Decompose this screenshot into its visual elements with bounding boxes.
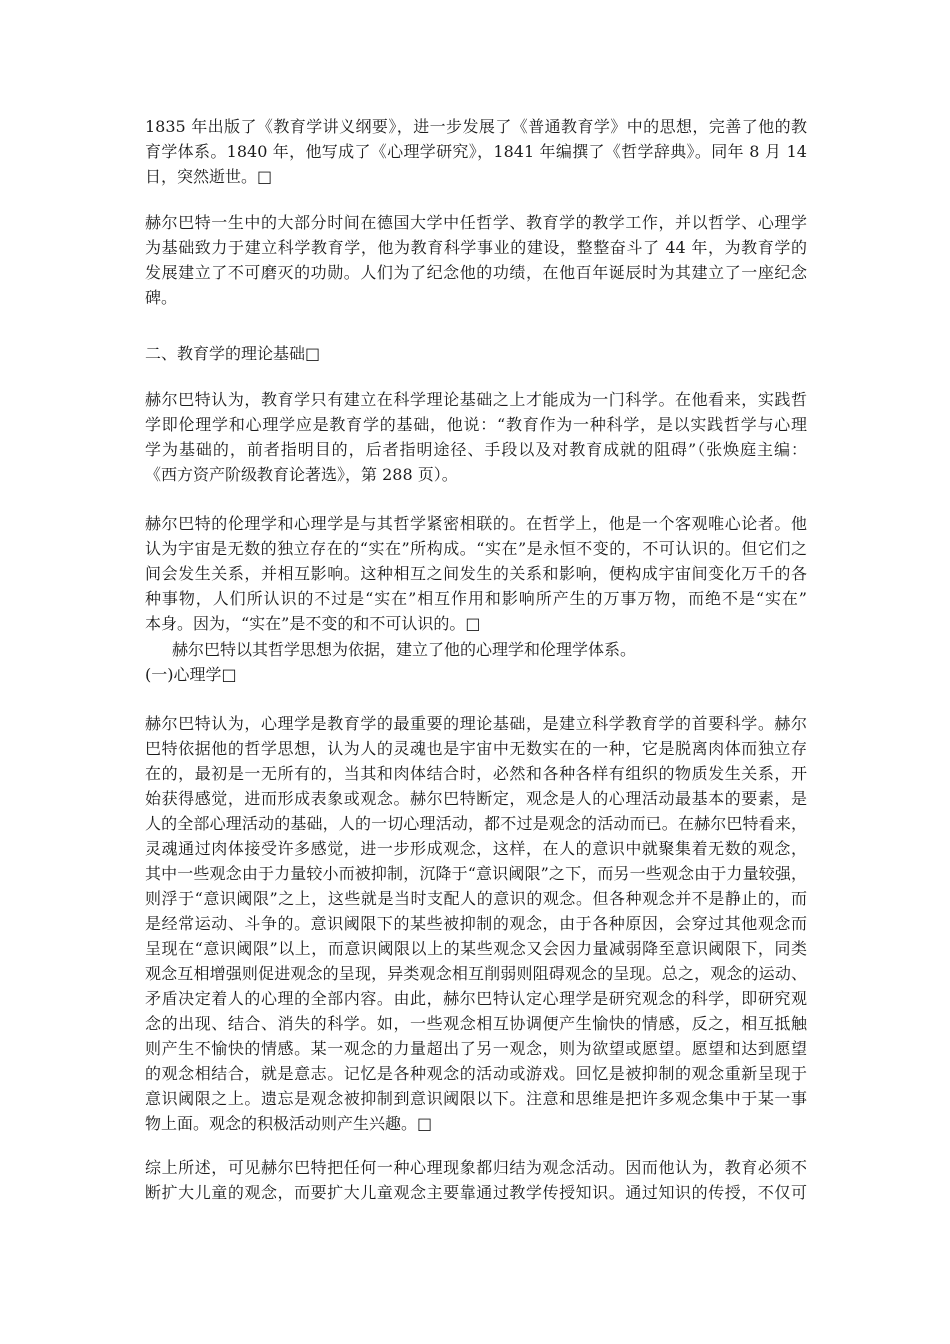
paragraph-7: [145, 1155, 807, 1205]
text-line: 断扩大儿童的观念，而要扩大儿童观念主要靠通过教学传授知识。通过知识的传授，不仅可: [145, 1183, 807, 1202]
text-line: 本身。因为，“实在”是不变的和不可认识的。□: [145, 614, 481, 633]
text-line: 学为基础的，前者指明目的，后者指明途径、手段以及对教育成就的阻碍”（张焕庭主编：: [145, 440, 807, 459]
text-line: 为基础致力于建立科学教育学，他为教育科学事业的建设，整整奋斗了 44 年，为教育学的: [145, 238, 807, 257]
paragraph-3: [145, 387, 807, 487]
text-line: 赫尔巴特以其哲学思想为依据，建立了他的心理学和伦理学体系。: [172, 640, 637, 659]
text-line: 则浮于“意识阈限”之上，这些就是当时支配人的意识的观念。但各种观念并不是静止的，而: [145, 889, 807, 908]
text-line: 的观念相结合，就是意志。记忆是各种观念的活动或游戏。回忆是被抑制的观念重新呈现于: [145, 1064, 807, 1083]
heading-text: 二、教育学的理论基础□: [145, 344, 321, 363]
text-line: 人的全部心理活动的基础，人的一切心理活动，都不过是观念的活动而已。在赫尔巴特看来，: [145, 814, 807, 833]
text-line: 发展建立了不可磨灭的功勋。人们为了纪念他的功绩，在他百年诞辰时为其建立了一座纪念: [145, 263, 807, 282]
paragraph-1: [145, 114, 807, 189]
text-line: 赫尔巴特的伦理学和心理学是与其哲学紧密相联的。在哲学上，他是一个客观唯心论者。他: [145, 514, 807, 533]
text-line: 物上面。观念的积极活动则产生兴趣。□: [145, 1114, 433, 1133]
heading-text: (一)心理学□: [145, 665, 237, 684]
text-line: 碑。: [145, 288, 178, 307]
text-line: 赫尔巴特认为，教育学只有建立在科学理论基础之上才能成为一门科学。在他看来，实践哲: [145, 390, 807, 409]
text-line: 巴特依据他的哲学思想，认为人的灵魂也是宇宙中无数实在的一种，它是脱离肉体而独立存: [145, 739, 807, 758]
text-line: 观念互相增强则促进观念的呈现，异类观念相互削弱则阻碍观念的呈现。总之，观念的运动、: [145, 964, 807, 983]
text-line: 认为宇宙是无数的独立存在的“实在”所构成。“实在”是永恒不变的，不可认识的。但它们之: [145, 539, 807, 558]
text-line: 《西方资产阶级教育论著选》，第 288 页）。: [145, 465, 458, 484]
text-line: 育学体系。1840 年，他写成了《心理学研究》，1841 年编撰了《哲学辞典》。同年 8 月 14: [145, 142, 807, 161]
text-line: 是经常运动、斗争的。意识阈限下的某些被抑制的观念，由于各种原因，会穿过其他观念而: [145, 914, 807, 933]
paragraph-6: [145, 711, 807, 1136]
text-line: 呈现在“意识阈限”以上，而意识阈限以上的某些观念又会因力量减弱降至意识阈限下，同类: [145, 939, 807, 958]
text-line: 意识阈限之上。遗忘是观念被抑制到意识阈限以下。注意和思维是把许多观念集中于某一事: [145, 1089, 807, 1108]
text-line: 其中一些观念由于力量较小而被抑制，沉降于“意识阈限”之下，而另一些观念由于力量较强，: [145, 864, 807, 883]
text-line: 始获得感觉，进而形成表象或观念。赫尔巴特断定，观念是人的心理活动最基本的要素，是: [145, 789, 807, 808]
section-heading-2: [145, 341, 807, 366]
text-line: 间会发生关系，并相互影响。这种相互之间发生的关系和影响，便构成宇宙间变化万千的各: [145, 564, 807, 583]
text-line: 赫尔巴特一生中的大部分时间在德国大学中任哲学、教育学的教学工作，并以哲学、心理学: [145, 213, 807, 232]
text-line: 灵魂通过肉体接受许多感觉，进一步形成观念，这样，在人的意识中就聚集着无数的观念，: [145, 839, 807, 858]
text-line: 日，突然逝世。□: [145, 167, 273, 186]
paragraph-2: [145, 210, 807, 310]
text-line: 赫尔巴特认为，心理学是教育学的最重要的理论基础，是建立科学教育学的首要科学。赫尔: [145, 714, 807, 733]
text-line: 学即伦理学和心理学应是教育学的基础，他说：“教育作为一种科学，是以实践哲学与心理: [145, 415, 807, 434]
text-line: 综上所述，可见赫尔巴特把任何一种心理现象都归结为观念活动。因而他认为，教育必须不: [145, 1158, 807, 1177]
paragraph-4: [145, 511, 807, 636]
text-line: 1835 年出版了《教育学讲义纲要》，进一步发展了《普通教育学》中的思想，完善了他的教: [145, 117, 807, 136]
text-line: 矛盾决定着人的心理的全部内容。由此，赫尔巴特认定心理学是研究观念的科学，即研究观: [145, 989, 807, 1008]
subsection-heading-psychology: [145, 662, 807, 687]
text-line: 在的，最初是一无所有的，当其和肉体结合时，必然和各种各样有组织的物质发生关系，开: [145, 764, 807, 783]
text-line: 则产生不愉快的情感。某一观念的力量超出了另一观念，则为欲望或愿望。愿望和达到愿望: [145, 1039, 807, 1058]
text-line: 念的出现、结合、消失的科学。如，一些观念相互协调便产生愉快的情感，反之，相互抵触: [145, 1014, 807, 1033]
text-line: 种事物，人们所认识的不过是“实在”相互作用和影响所产生的万事万物，而绝不是“实在”: [145, 589, 807, 608]
paragraph-5: [145, 637, 807, 662]
